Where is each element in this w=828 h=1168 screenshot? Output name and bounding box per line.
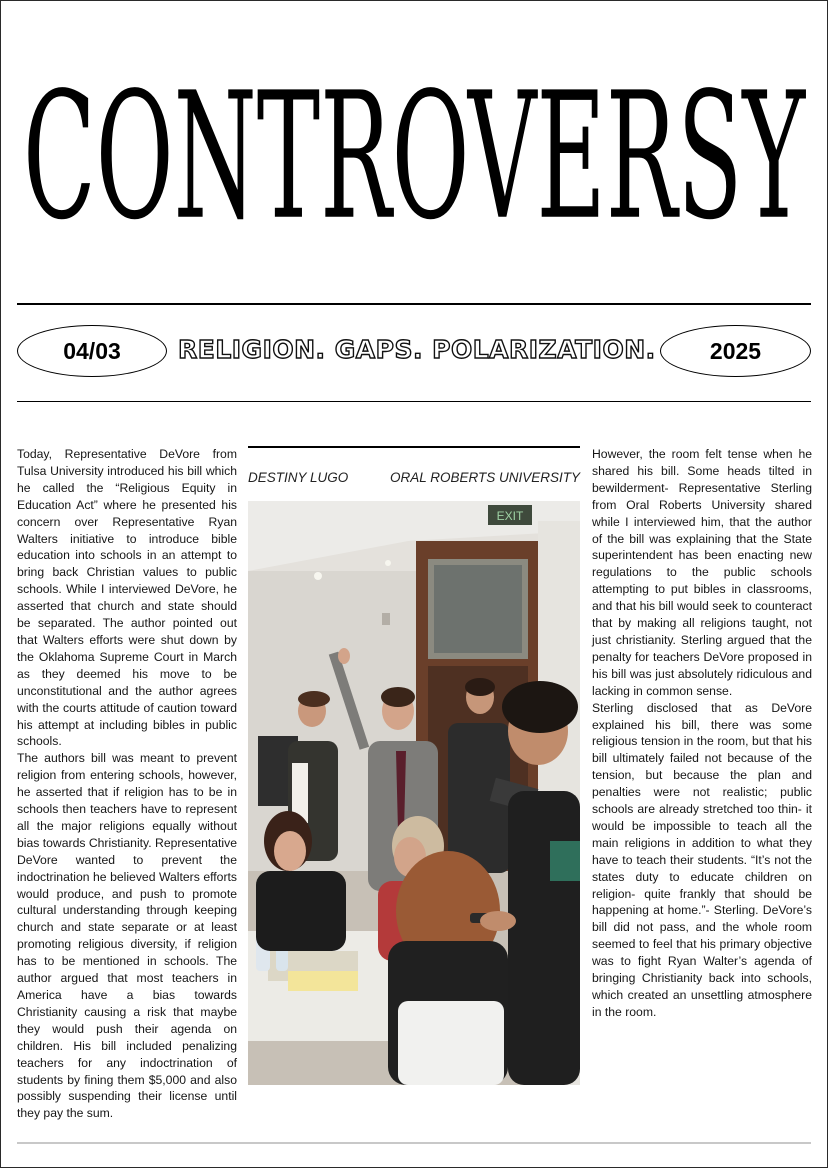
tagline: RELIGION. GAPS. POLARIZATION. [178, 335, 656, 364]
top-rule [17, 303, 811, 305]
byline-rule [248, 446, 580, 448]
article-paragraph: Today, Representative DeVore from Tulsa University introduced his bill which he called the “Religious Equity in Education Act” where he presented his concern over Representative Ryan Walters initiative to introduce bible education into schools in an attempt to bring back Christian values to public schools. While I interviewed DeVore, he asserted that church and state should be separated. The author pointed out that Walters efforts were shut down by the Oklahoma Supreme Court in March as they deemed his move to be unconstitutional and the author agrees with the courts attitude of caution toward his attempt at including bibles in public schools. [17, 447, 237, 749]
article-paragraph: However, the room felt tense when he shared his bill. Some heads tilted in bewilderment- Representative Sterling from Oral Roberts University shared while I interviewed him, that the author of the bill was explaining that the State superintendent has been enacting new regulations to the public schools attempting to put bibles in classrooms, and that his bill would seek to counteract that by making all religions taught, not just christianity. Sterling argued that the penalty for teachers DeVore proposed in his bill was just absolutely ridiculous and lacking in common sense. [592, 447, 812, 698]
date-oval [17, 325, 167, 377]
header-rule [17, 401, 811, 402]
byline-author: DESTINY LUGO [248, 470, 349, 485]
issue-date: 04/03 [63, 337, 121, 364]
article-photo [248, 501, 580, 1085]
article-left-column [17, 446, 237, 1122]
article-paragraph: Sterling disclosed that as DeVore explained his bill, there was some religious tension in the room, but that his bill ultimately failed not because of the tension, but because the plan and penalties were not realistic; public schools are already stretched too thin- it would be impossible to teach all the main religions in addition to what they have to teach their students. “It’s not the states duty to educate children on religion- quite frankly that should be happening at home.”- Sterling. DeVore’s bill did not pass, and the whole room seemed to feel that his primary objective was to fight Ryan Walter’s agenda of bringing Christianity back into schools, which created an unsettling atmosphere in the room. [592, 700, 812, 1019]
classroom-photo-illustration [248, 501, 580, 1085]
year-oval [660, 325, 811, 377]
article-right-column [592, 446, 812, 1021]
byline-school: ORAL ROBERTS UNIVERSITY [389, 470, 580, 485]
footer-rule [17, 1142, 811, 1144]
issue-year: 2025 [709, 337, 762, 364]
masthead [0, 54, 828, 259]
article-paragraph: The authors bill was meant to prevent religion from entering schools, however, he asserted that if religion has to be in schools then teachers have to represent all the major religions equally without bias towards Christianity. Representative DeVore wanted to prevent the indoctrination he believed Walters efforts would produce, and push to promote cultural understanding through keeping church and state separate or at least promoting religious diversity, if religion has to be mentioned in schools. The author argued that most teachers in America have a bias towards Christianity causing a risk that maybe they would push their agenda on children. His bill included penalizing teachers for any indoctrination of students by fining them $5,000 and also possibly suspending their license until they pay the sum. [17, 751, 237, 1121]
exit-sign: EXIT [496, 509, 524, 523]
masthead-title: CONTROVERSY [22, 54, 806, 259]
